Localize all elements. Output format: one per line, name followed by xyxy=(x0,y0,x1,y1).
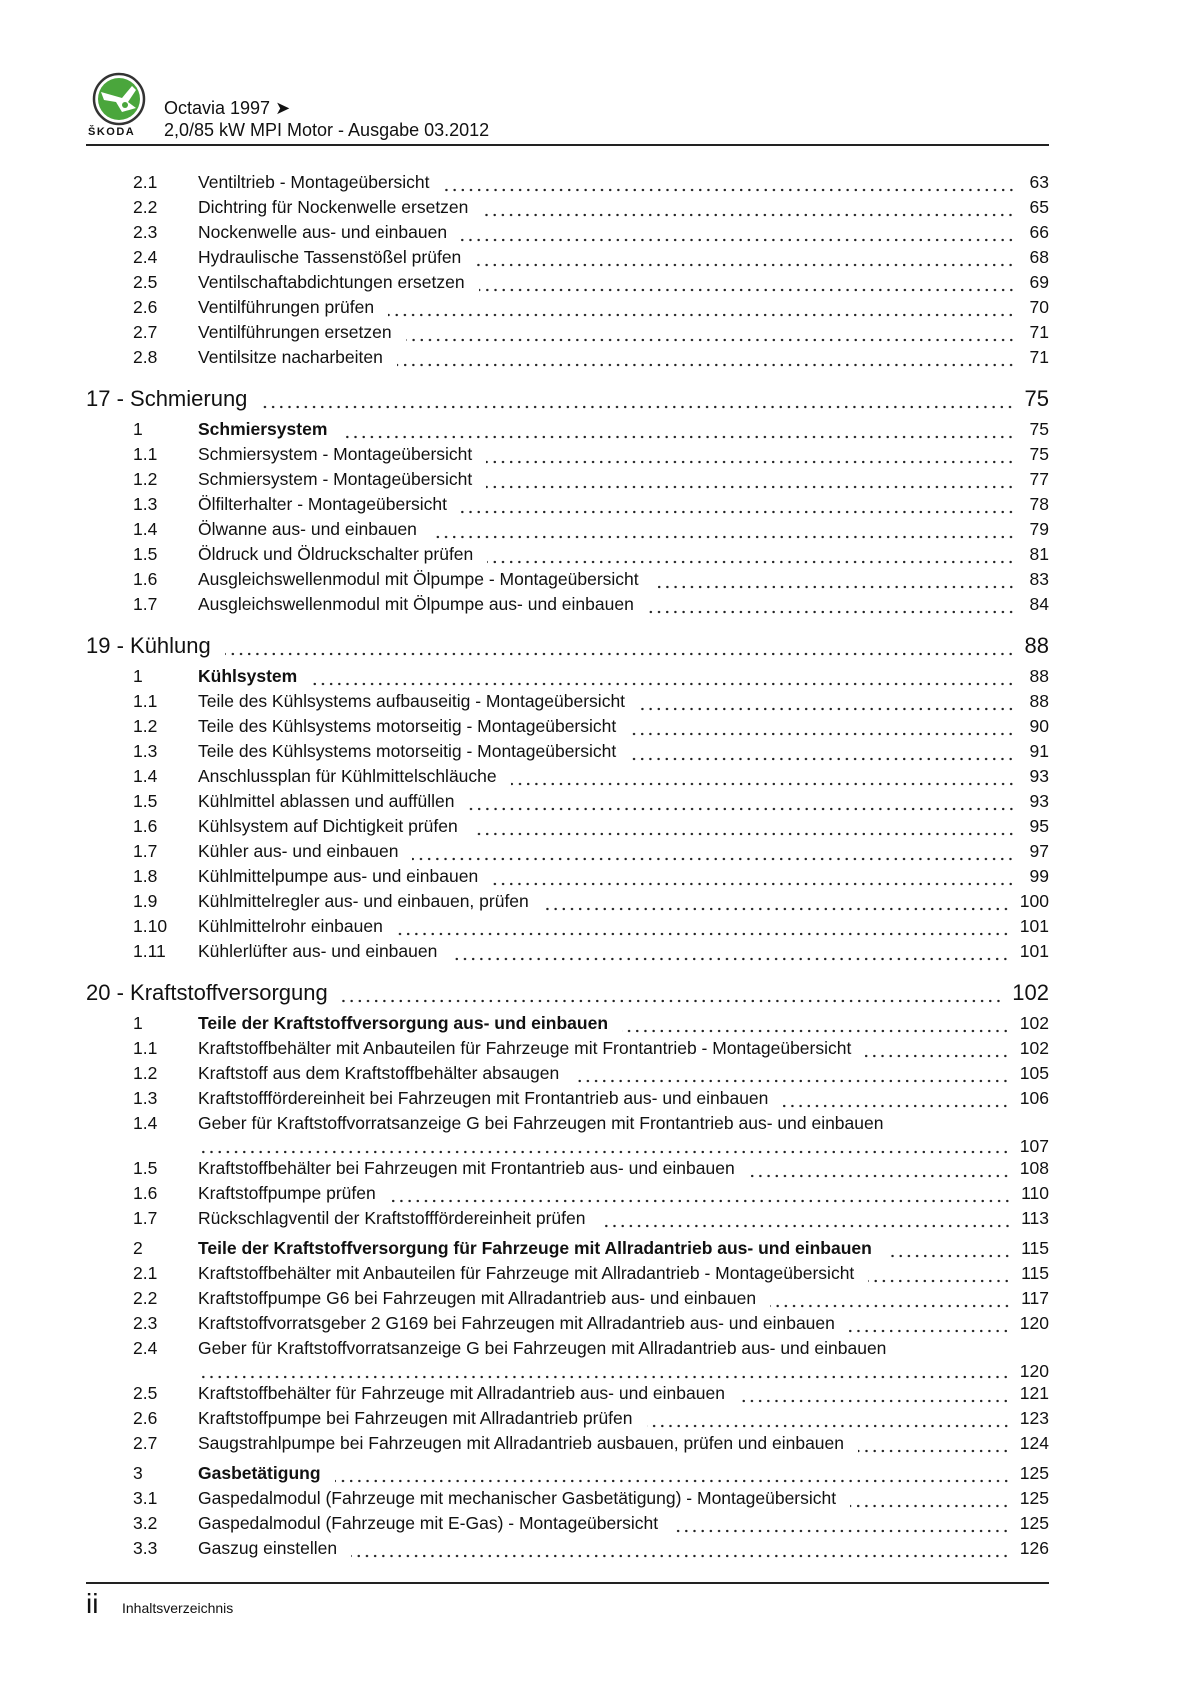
entry-title: Teile des Kühlsystems motorseitig - Montageübersicht xyxy=(198,741,617,761)
entry-title: Gaspedalmodul (Fahrzeuge mit mechanischer Gasbetätigung) - Montageübersicht xyxy=(198,1488,837,1508)
toc-entry[interactable] xyxy=(86,1286,1049,1311)
entry-number: 1.9 xyxy=(133,891,158,911)
dot-leader xyxy=(622,1011,1010,1036)
entry-number: 3 xyxy=(133,1463,143,1483)
toc-entry-continuation[interactable] xyxy=(86,1361,1049,1381)
toc-entry-continuation[interactable] xyxy=(86,1136,1049,1156)
entry-number: 1.7 xyxy=(133,1208,158,1228)
entry-number: 1.10 xyxy=(133,916,168,936)
dot-leader xyxy=(198,1136,1010,1156)
skoda-logo-icon xyxy=(92,72,146,126)
dot-leader xyxy=(461,492,1015,517)
entry-page: 115 xyxy=(1021,1263,1049,1283)
dot-leader xyxy=(850,1486,1010,1511)
dot-leader xyxy=(451,939,1009,964)
engine-subtitle: 2,0/85 kW MPI Motor - Ausgabe 03.2012 xyxy=(164,120,490,140)
dot-leader xyxy=(482,195,1015,220)
model-title: Octavia 1997 ➤ xyxy=(164,98,291,118)
dot-leader xyxy=(672,1511,1010,1536)
entry-title: Schmiersystem - Montageübersicht xyxy=(198,469,473,489)
entry-number: 1.6 xyxy=(133,1183,158,1203)
dot-leader xyxy=(858,1431,1010,1456)
toc-entry[interactable] xyxy=(86,1486,1049,1511)
dot-leader xyxy=(335,1461,1010,1486)
entry-title: Kraftstoffvorratsgeber 2 G169 bei Fahrzeugen mit Allradantrieb aus- und einbauen xyxy=(198,1313,835,1333)
entry-number: 3.1 xyxy=(133,1488,158,1508)
toc-entry[interactable] xyxy=(86,270,1049,295)
entry-number: 1.7 xyxy=(133,594,158,614)
toc-entry[interactable] xyxy=(86,442,1049,467)
entry-page: 124 xyxy=(1019,1433,1049,1453)
toc-entry[interactable] xyxy=(86,1511,1049,1536)
entry-page: 70 xyxy=(1029,297,1049,317)
dot-leader xyxy=(388,295,1015,320)
entry-title: Kraftstoff aus dem Kraftstoffbehälter absaugen xyxy=(198,1063,560,1083)
toc-entry[interactable] xyxy=(86,1431,1049,1456)
entry-number: 2.3 xyxy=(133,1313,158,1333)
entry-title: Ventilsitze nacharbeiten xyxy=(198,347,383,367)
toc-entry[interactable] xyxy=(86,295,1049,320)
entry-page: 81 xyxy=(1029,544,1049,564)
dot-leader xyxy=(431,517,1015,542)
entry-title: Nockenwelle aus- und einbauen xyxy=(198,222,448,242)
entry-title: Anschlussplan für Kühlmittelschläuche xyxy=(198,766,497,786)
dot-leader xyxy=(397,914,1010,939)
dot-leader xyxy=(311,664,1015,689)
dot-leader xyxy=(886,1236,1011,1261)
dot-leader xyxy=(739,1381,1010,1406)
entry-title: Kraftstoffpumpe prüfen xyxy=(198,1183,376,1203)
entry-page: 77 xyxy=(1029,469,1049,489)
entry-number: 1.5 xyxy=(133,791,158,811)
entry-number: 1.7 xyxy=(133,841,158,861)
page-number: ii xyxy=(86,1588,99,1619)
entry-number: 2.7 xyxy=(133,322,158,342)
dot-leader xyxy=(397,345,1015,370)
entry-page: 97 xyxy=(1029,841,1049,861)
dot-leader xyxy=(461,220,1015,245)
dot-leader xyxy=(749,1156,1010,1181)
entry-page: 99 xyxy=(1029,866,1049,886)
entry-title: Schmiersystem - Montageübersicht xyxy=(198,444,473,464)
entry-number: 2.4 xyxy=(133,1338,158,1358)
toc-entry[interactable] xyxy=(86,345,1049,370)
entry-page: 75 xyxy=(1029,444,1049,464)
entry-title: Ventilführungen prüfen xyxy=(198,297,375,317)
entry-number: 2.5 xyxy=(133,272,158,292)
entry-number: 2.2 xyxy=(133,1288,158,1308)
toc-entry[interactable] xyxy=(86,1381,1049,1406)
entry-number: 2.4 xyxy=(133,247,158,267)
entry-title: Ölfilterhalter - Montageübersicht xyxy=(198,494,447,514)
dot-leader xyxy=(486,442,1015,467)
dot-leader xyxy=(647,1406,1010,1431)
entry-title: Kraftstoffpumpe G6 bei Fahrzeugen mit Allradantrieb aus- und einbauen xyxy=(198,1288,757,1308)
dot-leader xyxy=(630,714,1015,739)
toc-entry[interactable] xyxy=(86,1536,1049,1561)
toc-entry[interactable] xyxy=(86,492,1049,517)
entry-title: Saugstrahlpumpe bei Fahrzeugen mit Allradantrieb ausbauen, prüfen und einbauen xyxy=(198,1433,845,1453)
entry-title: Rückschlagventil der Kraftstofffördereinheit prüfen xyxy=(198,1208,586,1228)
toc-chapter[interactable] xyxy=(86,978,1049,1008)
entry-number: 2.7 xyxy=(133,1433,158,1453)
entry-number: 2.8 xyxy=(133,347,158,367)
entry-number: 1.3 xyxy=(133,494,158,514)
entry-title: Kühlsystem xyxy=(198,666,298,686)
entry-number: 3.2 xyxy=(133,1513,158,1533)
toc-entry[interactable] xyxy=(86,1036,1049,1061)
dot-leader xyxy=(486,467,1015,492)
entry-page: 125 xyxy=(1019,1488,1049,1508)
entry-page: 101 xyxy=(1019,916,1049,936)
dot-leader xyxy=(511,764,1015,789)
entry-title: Kraftstoffbehälter für Fahrzeuge mit Allradantrieb aus- und einbauen xyxy=(198,1383,725,1403)
entry-title: Kühlmittelpumpe aus- und einbauen xyxy=(198,866,479,886)
entry-page: 120 xyxy=(1019,1313,1049,1333)
dot-leader xyxy=(479,270,1015,295)
entry-title: Ventilführungen ersetzen xyxy=(198,322,392,342)
toc-entry[interactable] xyxy=(86,517,1049,542)
dot-leader xyxy=(412,839,1015,864)
entry-title: Kühler aus- und einbauen xyxy=(198,841,399,861)
entry-number: 1.11 xyxy=(133,941,166,961)
entry-number: 1.2 xyxy=(133,469,158,489)
entry-page: 108 xyxy=(1019,1158,1049,1178)
dot-leader xyxy=(444,170,1015,195)
dot-leader xyxy=(770,1286,1011,1311)
toc-section[interactable] xyxy=(86,1461,1049,1486)
entry-number: 1.4 xyxy=(133,766,158,786)
entry-page: 102 xyxy=(1019,1013,1049,1033)
entry-title: Dichtring für Nockenwelle ersetzen xyxy=(198,197,469,217)
entry-page: 105 xyxy=(1019,1063,1049,1083)
toc-entry[interactable] xyxy=(86,689,1049,714)
entry-page: 71 xyxy=(1029,347,1049,367)
entry-page: 69 xyxy=(1029,272,1049,292)
dot-leader xyxy=(198,1361,1010,1381)
entry-number: 1.1 xyxy=(133,691,158,711)
entry-page: 126 xyxy=(1019,1538,1049,1558)
dot-leader xyxy=(639,689,1015,714)
entry-number: 1.1 xyxy=(133,1038,158,1058)
toc-entry[interactable] xyxy=(86,1311,1049,1336)
toc-entry[interactable] xyxy=(86,864,1049,889)
entry-page: 91 xyxy=(1029,741,1049,761)
toc-section[interactable] xyxy=(86,664,1049,689)
dot-leader xyxy=(261,384,1014,414)
entry-title: Gaspedalmodul (Fahrzeuge mit E-Gas) - Montageübersicht xyxy=(198,1513,659,1533)
entry-page: 63 xyxy=(1029,172,1049,192)
entry-title: Hydraulische Tassenstößel prüfen xyxy=(198,247,462,267)
entry-number: 1.6 xyxy=(133,816,158,836)
toc-entry[interactable] xyxy=(86,1336,1049,1361)
entry-title: Kraftstoffbehälter mit Anbauteilen für Fahrzeuge mit Frontantrieb - Montageübersicht xyxy=(198,1038,852,1058)
entry-page: 88 xyxy=(1029,691,1049,711)
toc-entry[interactable] xyxy=(86,939,1049,964)
entry-page: 68 xyxy=(1029,247,1049,267)
dot-leader xyxy=(849,1311,1010,1336)
dot-leader xyxy=(406,320,1015,345)
entry-page: 115 xyxy=(1021,1238,1049,1258)
toc-entry[interactable] xyxy=(86,542,1049,567)
toc-entry[interactable] xyxy=(86,170,1049,195)
entry-page: 102 xyxy=(1012,980,1049,1005)
dot-leader xyxy=(648,592,1015,617)
entry-page: 88 xyxy=(1029,666,1049,686)
dot-leader xyxy=(341,417,1015,442)
entry-title: Kühlsystem auf Dichtigkeit prüfen xyxy=(198,816,458,836)
entry-number: 3.3 xyxy=(133,1538,158,1558)
entry-number: 1 xyxy=(133,419,143,439)
entry-title: Ventilschaftabdichtungen ersetzen xyxy=(198,272,465,292)
toc-entry[interactable] xyxy=(86,1406,1049,1431)
entry-number: 2.1 xyxy=(133,1263,158,1283)
entry-page: 66 xyxy=(1029,222,1049,242)
toc-section[interactable] xyxy=(86,1011,1049,1036)
entry-number: 1.2 xyxy=(133,1063,158,1083)
dot-leader xyxy=(487,542,1015,567)
toc-entry[interactable] xyxy=(86,889,1049,914)
entry-number: 1.5 xyxy=(133,544,158,564)
page-footer xyxy=(86,1582,1049,1619)
entry-title: Kraftstofffördereinheit bei Fahrzeugen mit Frontantrieb aus- und einbauen xyxy=(198,1088,769,1108)
entry-title: Kraftstoffbehälter bei Fahrzeugen mit Frontantrieb aus- und einbauen xyxy=(198,1158,735,1178)
entry-number: 2.2 xyxy=(133,197,158,217)
entry-page: 90 xyxy=(1029,716,1049,736)
entry-title: Ölwanne aus- und einbauen xyxy=(198,519,417,539)
entry-title: Gaszug einstellen xyxy=(198,1538,338,1558)
entry-title: Gasbetätigung xyxy=(198,1463,321,1483)
toc-entry[interactable] xyxy=(86,320,1049,345)
page-header xyxy=(86,70,1049,146)
entry-page: 121 xyxy=(1019,1383,1049,1403)
entry-number: 1.3 xyxy=(133,741,158,761)
toc-entry[interactable] xyxy=(86,195,1049,220)
dot-leader xyxy=(342,978,1003,1008)
entry-page: 100 xyxy=(1019,891,1049,911)
dot-leader xyxy=(469,789,1015,814)
entry-title: Teile des Kühlsystems motorseitig - Montageübersicht xyxy=(198,716,617,736)
dot-leader xyxy=(472,814,1015,839)
entry-title: Geber für Kraftstoffvorratsanzeige G bei Fahrzeugen mit Frontantrieb aus- und einbauen xyxy=(198,1113,884,1133)
dot-leader xyxy=(573,1061,1010,1086)
entry-title: Kühlerlüfter aus- und einbauen xyxy=(198,941,438,961)
toc-entry[interactable] xyxy=(86,1156,1049,1181)
entry-page: 65 xyxy=(1029,197,1049,217)
entry-title: Geber für Kraftstoffvorratsanzeige G bei Fahrzeugen mit Allradantrieb aus- und einbauen xyxy=(198,1338,887,1358)
entry-number: 1.6 xyxy=(133,569,158,589)
toc-entry[interactable] xyxy=(86,245,1049,270)
entry-page: 71 xyxy=(1029,322,1049,342)
entry-title: 17 - Schmierung xyxy=(86,386,248,411)
entry-page: 107 xyxy=(1019,1136,1049,1156)
dot-leader xyxy=(351,1536,1010,1561)
dot-leader xyxy=(653,567,1015,592)
entry-number: 1.8 xyxy=(133,866,158,886)
toc-entry[interactable] xyxy=(86,789,1049,814)
entry-title: Kühlmittelregler aus- und einbauen, prüfen xyxy=(198,891,529,911)
toc-entry[interactable] xyxy=(86,592,1049,617)
toc-entry[interactable] xyxy=(86,839,1049,864)
table-of-contents xyxy=(86,170,1049,1561)
entry-number: 2.5 xyxy=(133,1383,158,1403)
entry-title: Kraftstoffpumpe bei Fahrzeugen mit Allradantrieb prüfen xyxy=(198,1408,633,1428)
dot-leader xyxy=(225,631,1015,661)
entry-page: 123 xyxy=(1019,1408,1049,1428)
entry-number: 1.4 xyxy=(133,519,158,539)
entry-page: 93 xyxy=(1029,791,1049,811)
toc-entry[interactable] xyxy=(86,714,1049,739)
entry-title: Ausgleichswellenmodul mit Ölpumpe aus- und einbauen xyxy=(198,594,634,614)
toc-entry[interactable] xyxy=(86,1261,1049,1286)
entry-title: Teile der Kraftstoffversorgung für Fahrzeuge mit Allradantrieb aus- und einbauen xyxy=(198,1238,872,1258)
entry-title: Teile der Kraftstoffversorgung aus- und einbauen xyxy=(198,1013,609,1033)
entry-number: 2.6 xyxy=(133,297,158,317)
footer-label: Inhaltsverzeichnis xyxy=(122,1600,234,1616)
entry-number: 1.3 xyxy=(133,1088,158,1108)
entry-number: 1.1 xyxy=(133,444,158,464)
toc-entry[interactable] xyxy=(86,567,1049,592)
entry-page: 95 xyxy=(1029,816,1049,836)
entry-number: 1 xyxy=(133,666,143,686)
entry-page: 110 xyxy=(1021,1183,1049,1203)
dot-leader xyxy=(543,889,1010,914)
entry-title: 19 - Kühlung xyxy=(86,633,211,658)
dot-leader xyxy=(782,1086,1009,1111)
dot-leader xyxy=(630,739,1015,764)
toc-entry[interactable] xyxy=(86,764,1049,789)
dot-leader xyxy=(865,1036,1009,1061)
dot-leader xyxy=(475,245,1015,270)
entry-number: 2.1 xyxy=(133,172,158,192)
dot-leader xyxy=(600,1206,1012,1231)
entry-number: 1.5 xyxy=(133,1158,158,1178)
entry-page: 113 xyxy=(1021,1208,1049,1228)
entry-page: 84 xyxy=(1029,594,1049,614)
entry-page: 88 xyxy=(1024,633,1049,658)
toc-entry[interactable] xyxy=(86,1181,1049,1206)
toc-entry[interactable] xyxy=(86,1206,1049,1231)
toc-entry[interactable] xyxy=(86,739,1049,764)
entry-title: Teile des Kühlsystems aufbauseitig - Montageübersicht xyxy=(198,691,626,711)
entry-title: Ausgleichswellenmodul mit Ölpumpe - Montageübersicht xyxy=(198,569,639,589)
dot-leader xyxy=(390,1181,1011,1206)
entry-page: 78 xyxy=(1029,494,1049,514)
entry-number: 2 xyxy=(133,1238,143,1258)
toc-entry[interactable] xyxy=(86,1061,1049,1086)
entry-number: 1 xyxy=(133,1013,143,1033)
toc-chapter[interactable] xyxy=(86,384,1049,414)
entry-title: Kühlmittelrohr einbauen xyxy=(198,916,383,936)
dot-leader xyxy=(868,1261,1011,1286)
toc-entry[interactable] xyxy=(86,220,1049,245)
entry-number: 1.2 xyxy=(133,716,158,736)
toc-entry[interactable] xyxy=(86,1111,1049,1136)
entry-page: 106 xyxy=(1019,1088,1049,1108)
entry-title: Ventiltrieb - Montageübersicht xyxy=(198,172,430,192)
entry-page: 125 xyxy=(1019,1463,1049,1483)
toc-chapter[interactable] xyxy=(86,631,1049,661)
entry-number: 2.6 xyxy=(133,1408,158,1428)
dot-leader xyxy=(492,864,1015,889)
entry-title: 20 - Kraftstoffversorgung xyxy=(86,980,328,1005)
entry-title: Öldruck und Öldruckschalter prüfen xyxy=(198,544,474,564)
entry-page: 75 xyxy=(1024,386,1049,411)
entry-title: Kraftstoffbehälter mit Anbauteilen für Fahrzeuge mit Allradantrieb - Montageübersicht xyxy=(198,1263,855,1283)
entry-page: 83 xyxy=(1029,569,1049,589)
entry-page: 117 xyxy=(1021,1288,1049,1308)
entry-page: 101 xyxy=(1019,941,1049,961)
entry-number: 2.3 xyxy=(133,222,158,242)
entry-page: 93 xyxy=(1029,766,1049,786)
entry-page: 79 xyxy=(1029,519,1049,539)
toc-entry[interactable] xyxy=(86,1086,1049,1111)
toc-entry[interactable] xyxy=(86,467,1049,492)
entry-page: 120 xyxy=(1019,1361,1049,1381)
toc-section[interactable] xyxy=(86,417,1049,442)
entry-page: 102 xyxy=(1019,1038,1049,1058)
entry-page: 125 xyxy=(1019,1513,1049,1533)
entry-title: Schmiersystem xyxy=(198,419,328,439)
toc-entry[interactable] xyxy=(86,914,1049,939)
brand-name: ŠKODA xyxy=(88,126,136,138)
entry-number: 1.4 xyxy=(133,1113,158,1133)
entry-page: 75 xyxy=(1029,419,1049,439)
toc-entry[interactable] xyxy=(86,814,1049,839)
toc-section[interactable] xyxy=(86,1236,1049,1261)
entry-title: Kühlmittel ablassen und auffüllen xyxy=(198,791,455,811)
